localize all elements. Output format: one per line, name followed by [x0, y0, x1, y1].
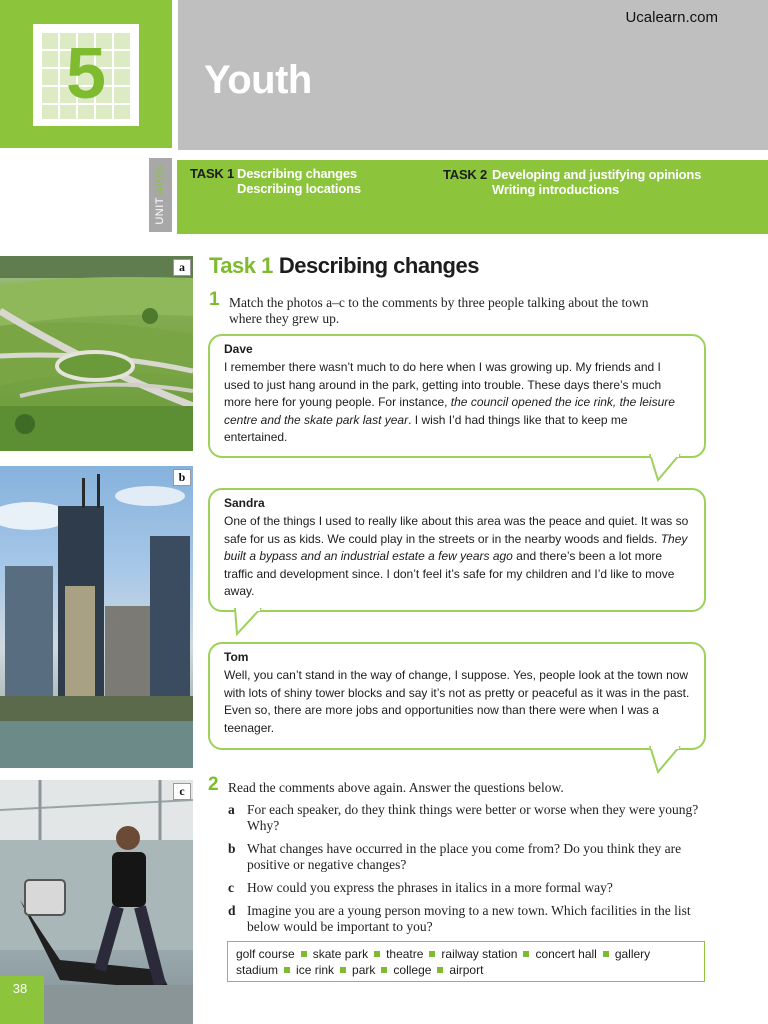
photo-label-b: b — [173, 469, 191, 486]
facility-item: golf course — [236, 947, 295, 961]
task1-aim-item: Describing locations — [237, 181, 361, 196]
item-text: For each speaker, do they think things were better or worse when they were young? Why? — [247, 802, 699, 833]
site-watermark: Ucalearn.com — [625, 9, 718, 26]
bubble-italic-phrase: the council opened the ice rink, the leisure centre and the skate park last year — [224, 395, 675, 427]
question-2-item-d — [228, 903, 708, 937]
page-number: 38 — [12, 981, 28, 996]
photo-a-motorway-junction — [0, 256, 193, 451]
bullet-square-icon — [381, 967, 387, 973]
task-heading-number: Task 1 — [209, 253, 273, 278]
speech-bubble-tail — [640, 454, 690, 484]
question-1-number: 1 — [209, 289, 220, 310]
task1-aim-item: Describing changes — [237, 166, 357, 181]
item-letter: b — [228, 841, 236, 856]
bullet-square-icon — [429, 951, 435, 957]
facility-item: stadium — [236, 963, 279, 977]
photo-label-c: c — [173, 783, 191, 800]
speech-bubble-tail — [640, 746, 690, 776]
bullet-square-icon — [437, 967, 443, 973]
task-heading — [209, 253, 479, 279]
speech-bubble-sandra — [208, 488, 706, 612]
bubble-text — [224, 667, 690, 737]
bullet-square-icon — [603, 951, 609, 957]
bubble-text — [224, 513, 690, 601]
facility-item: airport — [449, 963, 484, 977]
speech-bubble-tom — [208, 642, 706, 750]
aims-word: AIMS — [154, 165, 166, 195]
unit-title: Youth — [204, 58, 312, 102]
facility-item: college — [393, 963, 432, 977]
question-2-item-c — [228, 880, 708, 898]
bullet-square-icon — [374, 951, 380, 957]
unit-number: 5 — [65, 34, 107, 114]
facilities-row — [236, 962, 696, 978]
item-text: Imagine you are a young person moving to a new town. Which facilities in the list below would be important to you? — [247, 903, 691, 934]
task-heading-title: Describing changes — [278, 253, 479, 278]
facility-item: theatre — [386, 947, 424, 961]
item-text: What changes have occurred in the place you come from? Do you think they are positive or negative changes? — [247, 841, 682, 872]
question-2-number: 2 — [208, 774, 219, 795]
bubble-text — [224, 359, 690, 447]
unit-aims-tab-label — [149, 158, 172, 232]
question-1-text — [229, 295, 719, 327]
bubble-text-part: I remember there wasn’t much to do here when I was growing up. My friends and I used to just hang around in the park, getting into trouble. These days there’s much more here for young people. For instance, — [224, 360, 662, 409]
facility-item: railway station — [441, 947, 518, 961]
bubble-text-part: Well, you can’t stand in the way of change, I suppose. Yes, people look at the town now with lots of shiny tower blocks and say it’s not as pretty or peaceful as it was in the past. Even so, there are more jobs and opportunities now than there were when I was a teenager. — [224, 668, 690, 735]
bullet-square-icon — [301, 951, 307, 957]
task2-aim-label: TASK 2 — [443, 167, 488, 182]
bubble-text-part: and there’s been a lot more traffic and development since. I don’t feel it’s safe for my children and I’d like to move away. — [224, 549, 675, 598]
facilities-word-box — [227, 941, 705, 982]
question-2-text: Read the comments above again. Answer the questions below. — [228, 780, 564, 795]
speaker-name: Sandra — [224, 496, 265, 510]
photo-b-city-skyline — [0, 466, 193, 768]
photo-a-illustration — [0, 256, 193, 451]
photo-b-illustration — [0, 466, 193, 768]
unit-aims-tab — [149, 158, 172, 232]
question-1-line: Match the photos a–c to the comments by three people talking about the town — [229, 295, 649, 310]
bubble-text-part: One of the things I used to really like about this area was the peace and quiet. It was so safe for us as kids. We could play in the streets or in the nearby woods and fields. — [224, 514, 689, 546]
photo-label-a: a — [173, 259, 191, 276]
facilities-row — [236, 946, 696, 962]
unit-number-tile — [33, 24, 139, 126]
item-letter: a — [228, 802, 235, 817]
facility-item: gallery — [614, 947, 651, 961]
question-2-item-a — [228, 802, 708, 836]
facility-item: skate park — [312, 947, 369, 961]
task2-aim-item: Developing and justifying opinions — [492, 167, 702, 182]
bullet-square-icon — [284, 967, 290, 973]
item-text: How could you express the phrases in italics in a more formal way? — [247, 880, 613, 895]
bullet-square-icon — [340, 967, 346, 973]
speech-bubble-dave — [208, 334, 706, 458]
speech-bubble-tail — [225, 608, 275, 638]
facility-item: concert hall — [535, 947, 597, 961]
task1-aim-label: TASK 1 — [190, 166, 235, 181]
item-letter: c — [228, 880, 234, 895]
unit-word: UNIT — [154, 197, 166, 225]
facility-item: ice rink — [296, 963, 335, 977]
speaker-name: Dave — [224, 342, 253, 356]
speaker-name: Tom — [224, 650, 249, 664]
bubble-text-part: . I wish I’d had things like that to keep me entertained. — [224, 412, 628, 444]
question-1-line: where they grew up. — [229, 311, 340, 326]
facility-item: park — [352, 963, 376, 977]
item-letter: d — [228, 903, 236, 918]
task2-aim-item: Writing introductions — [492, 182, 619, 197]
question-2-item-b — [228, 841, 708, 875]
bullet-square-icon — [523, 951, 529, 957]
bubble-italic-phrase: They built a bypass and an industrial estate a few years ago — [224, 531, 688, 563]
